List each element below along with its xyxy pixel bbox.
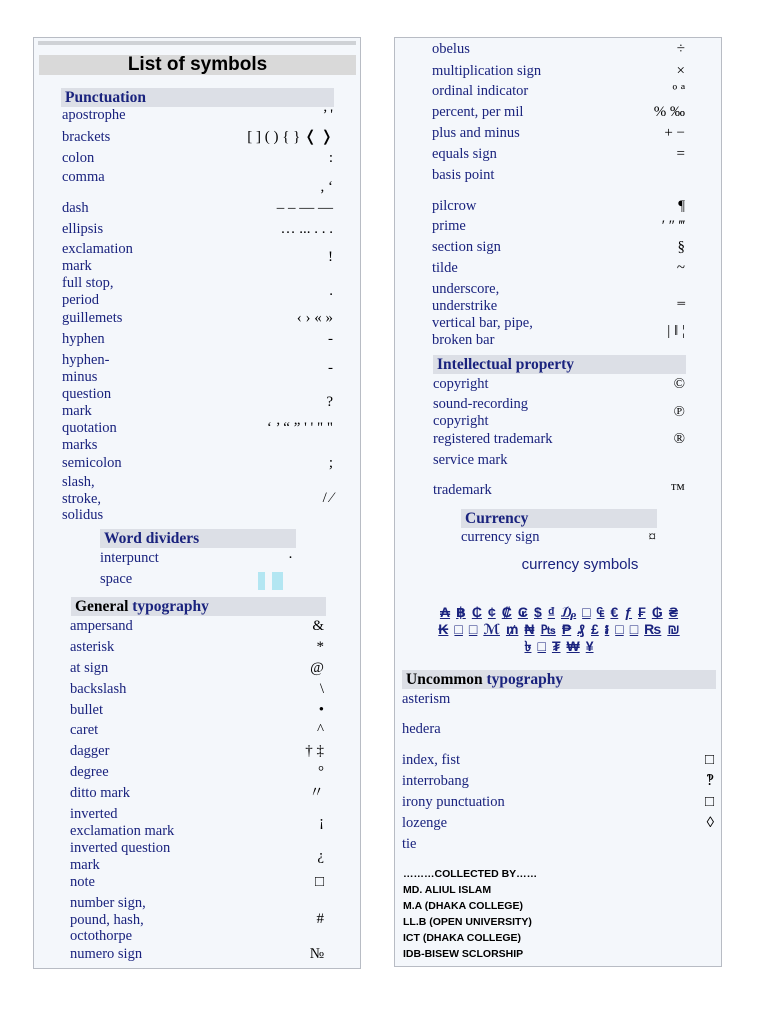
symbol-name: number sign, pound, hash, octothorpe [70,895,146,944]
symbol-name: hyphen- minus [62,352,110,385]
symbol-name: equals sign [432,146,497,162]
symbol-name: tilde [432,260,458,276]
symbol-glyph: 〃 [308,785,324,801]
currency-symbol-link[interactable]: ₦ [524,621,535,637]
symbol-name: quotation marks [62,420,117,453]
currency-symbol-link[interactable]: ¥ [585,638,594,654]
symbol-name: space [100,571,133,587]
symbol-glyph: [ ] ( ) { } ❬ ❭ [247,129,333,145]
left-column [33,37,361,969]
symbol-name: hyphen [62,331,105,347]
currency-symbol-link[interactable]: □ [468,621,478,637]
symbol-name: pilcrow [432,198,477,214]
symbol-glyph: · [288,550,293,566]
symbol-name: interpunct [100,550,159,566]
symbol-glyph: ‗ [677,289,685,305]
symbol-name: currency sign [461,529,540,545]
currency-symbols-label: currency symbols [521,556,639,573]
symbol-name: comma [62,169,105,185]
symbol-glyph: & [312,618,324,634]
symbol-name: hedera [402,721,441,737]
symbol-name: dagger [70,743,110,759]
section-title-part: typography [132,598,209,615]
currency-symbol-link[interactable]: ¢ [487,604,496,620]
symbol-glyph: □ [704,752,714,768]
symbol-glyph: … ... . . . [280,221,333,237]
symbol-name: guillemets [62,310,123,326]
currency-symbol-line [399,638,719,655]
symbol-name: section sign [432,239,501,255]
currency-symbol-link[interactable]: ₴ [668,604,679,620]
section-title-part: Uncommon [406,671,487,688]
symbol-glyph: ! [328,249,333,265]
symbol-glyph: † ‡ [305,743,324,759]
currency-symbol-link[interactable]: $ [533,604,542,620]
symbol-name: at sign [70,660,109,676]
currency-symbol-link[interactable]: ฿ [456,604,466,620]
symbol-name: apostrophe [62,107,126,123]
currency-symbol-link[interactable]: ℳ [483,621,500,637]
currency-symbol-link[interactable]: ₩ [566,638,580,654]
symbol-glyph: , ‘ [320,179,333,195]
symbol-glyph: ¡ [319,814,324,830]
symbol-name: irony punctuation [402,794,505,810]
symbol-glyph: © [673,376,685,392]
symbol-name: ditto mark [70,785,131,801]
credit-line: ………COLLECTED BY…… [403,868,538,880]
symbol-glyph: @ [310,660,324,676]
credit-line: IDB-BISEW SCLORSHIP [403,948,524,960]
symbol-name: colon [62,150,95,166]
top-rule [38,41,356,45]
symbol-glyph: ® [673,431,685,447]
credit-line: ICT (DHAKA COLLEGE) [403,932,522,944]
symbol-glyph: ; [328,455,333,471]
symbol-glyph: ? [326,394,333,410]
credit-line: M.A (DHAKA COLLEGE) [403,900,523,912]
currency-symbol-link[interactable]: ₪ [667,621,680,637]
symbol-glyph: ¤ [648,529,656,545]
symbol-glyph: ‹ › « » [296,310,333,326]
symbol-name: basis point [432,167,495,183]
currency-symbol-link[interactable]: £ [590,621,599,637]
symbol-name: inverted question mark [70,840,171,873]
symbol-name: index, fist [402,752,460,768]
currency-symbol-link[interactable]: ₭ [438,621,449,637]
currency-symbol-link[interactable]: ₧ [540,621,556,637]
symbol-glyph: ‐ [328,331,333,347]
section-header-uncommon-typography [402,670,716,689]
symbol-glyph: ℗ [673,404,685,420]
symbol-glyph: □ [314,874,324,890]
symbol-glyph: | ‖ ¦ [667,323,685,339]
currency-symbol-line [399,621,719,638]
currency-symbol-link[interactable]: ₳ [439,604,451,620]
symbol-name: ellipsis [62,221,104,237]
symbol-name: semicolon [62,455,122,471]
section-header-word-dividers [100,529,296,548]
symbol-glyph: ◊ [706,815,714,831]
symbol-glyph: ‒ – — ― [276,200,333,216]
section-title: Currency [465,510,529,527]
section-header-punctuation [61,88,334,107]
symbol-name: brackets [62,129,111,145]
currency-symbol-link[interactable]: ₱ [561,621,572,637]
symbol-name: registered trademark [433,431,553,447]
symbol-glyph: + − [664,125,685,141]
right-column [394,37,722,967]
currency-symbol-link[interactable]: ৳ [524,638,532,654]
symbol-glyph: \ [319,681,324,697]
currency-symbol-link[interactable]: □ [537,638,546,654]
section-header-currency [461,509,657,528]
symbol-name: full stop, period [62,275,114,308]
symbol-glyph: ™ [670,482,685,498]
section-header-intellectual-property [433,355,686,374]
currency-symbol-link[interactable]: □ [629,621,639,637]
section-title-part: General [75,598,133,615]
symbol-name: backslash [70,681,127,697]
symbol-glyph: ^ [316,722,324,738]
symbol-name: tie [402,836,417,852]
symbol-name: numero sign [70,946,143,962]
symbol-name: percent, per mil [432,104,524,120]
currency-symbol-link[interactable]: □ [454,621,463,637]
symbol-name: asterisk [70,639,115,655]
section-title: Punctuation [65,89,146,106]
symbol-name: exclamation mark [62,241,133,274]
symbol-glyph: = [676,146,685,162]
symbol-glyph: • [318,702,324,718]
currency-symbol-link[interactable]: ƒ [624,604,633,620]
symbol-name: service mark [433,452,508,468]
page-title: List of symbols [39,55,356,75]
symbol-name: sound-recording copyright [433,396,529,429]
symbol-glyph: ¶ [678,198,685,214]
currency-symbol-link[interactable]: ៛ [604,621,610,637]
symbol-glyph: . [329,283,333,299]
currency-symbol-link[interactable]: ₨ [644,621,662,637]
currency-symbol-link[interactable]: ₵ [471,604,482,620]
symbol-glyph: ′ ″ ‴ [661,218,685,234]
section-title: Word dividers [104,530,200,547]
symbol-glyph: * [316,639,324,655]
symbol-name: degree [70,764,109,780]
section-header-general-typography [71,597,326,616]
symbol-name: note [70,874,95,890]
credit-line: LL.B (OPEN UNIVERSITY) [403,916,532,928]
symbol-name: trademark [433,482,492,498]
symbol-name: inverted exclamation mark [70,806,175,839]
symbol-name: asterism [402,691,451,707]
currency-symbol-link[interactable]: ₣ [638,604,646,620]
symbol-glyph: × [676,63,685,79]
symbol-glyph: - [328,360,333,376]
symbol-glyph: □ [704,794,714,810]
symbol-name: ampersand [70,618,133,634]
symbol-glyph: # [316,911,324,927]
currency-symbol-link[interactable]: □ [582,604,591,620]
symbol-name: interrobang [402,773,469,789]
symbol-glyph: ¿ [317,848,324,864]
symbol-glyph: º ª [672,83,685,99]
currency-symbol-link[interactable]: ₯ [560,604,577,620]
symbol-name: prime [432,218,466,234]
currency-symbol-link[interactable]: ₮ [551,638,561,654]
symbol-glyph: № [309,946,324,962]
symbol-glyph: § [677,239,685,255]
symbol-glyph: ‽ [705,773,714,789]
symbol-name: lozenge [402,815,448,831]
symbol-name: copyright [433,376,489,392]
currency-symbol-line [399,604,719,621]
symbol-glyph: ’ ' [322,107,333,123]
currency-symbol-link[interactable]: ₥ [505,621,519,637]
symbol-name: ordinal indicator [432,83,529,99]
currency-symbol-link[interactable]: € [610,604,619,620]
symbol-name: question mark [62,386,112,419]
section-title-part: typography [486,671,564,688]
symbol-name: multiplication sign [432,63,542,79]
symbol-glyph: / ⁄ [322,490,333,506]
currency-symbol-link[interactable]: ₰ [577,621,585,637]
symbol-glyph: ÷ [676,41,685,57]
symbol-glyph: ° [318,764,324,780]
symbol-name: slash, stroke, solidus [62,474,104,523]
symbol-name: bullet [70,702,104,718]
section-title: Intellectual property [437,356,575,373]
currency-symbol-link[interactable]: ₡ [501,604,512,620]
symbol-glyph: % ‰ [653,104,685,120]
symbol-name: underscore, understrike [432,281,500,314]
symbol-name: dash [62,200,89,216]
symbol-name: caret [70,722,99,738]
symbol-name: plus and minus [432,125,520,141]
symbol-name: vertical bar, pipe, broken bar [432,315,533,348]
currency-symbol-link[interactable]: ₫ [547,604,555,620]
currency-symbol-link[interactable]: □ [615,621,624,637]
space-highlight [258,572,286,590]
currency-symbol-link[interactable]: ₢ [517,604,528,620]
symbol-glyph: : [328,150,333,166]
symbol-glyph: ~ [676,260,685,276]
currency-symbol-link[interactable]: ₲ [651,604,663,620]
symbol-glyph: ‘ ’ “ ” ' ' " " [266,420,333,436]
symbol-name: obelus [432,41,470,57]
credit-line: MD. ALIUL ISLAM [403,884,492,896]
currency-symbol-link[interactable]: ₠ [596,604,605,620]
